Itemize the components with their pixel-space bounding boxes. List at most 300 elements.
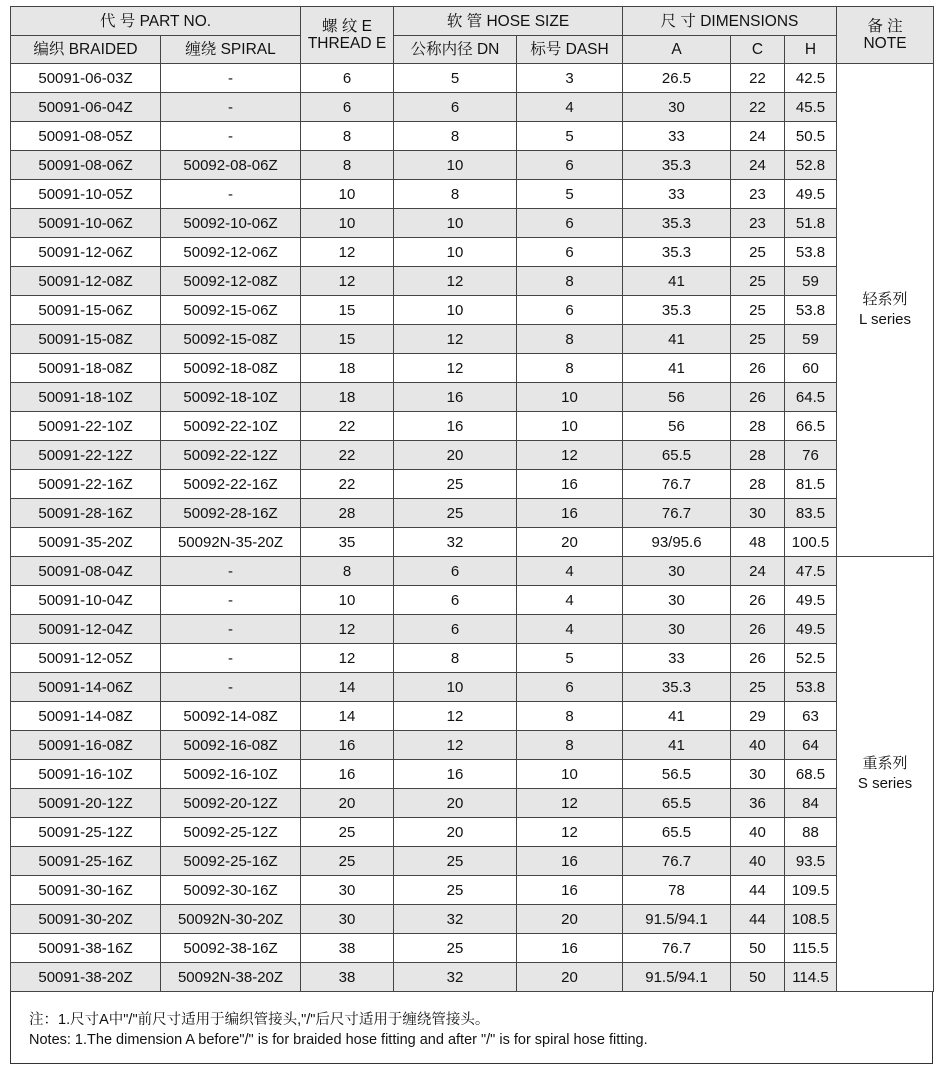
thread-cell: 30 xyxy=(301,876,394,905)
header-note-cn: 备 注 xyxy=(867,18,903,35)
dim-a-cell: 65.5 xyxy=(623,818,731,847)
dim-c-cell: 50 xyxy=(731,934,785,963)
table-row xyxy=(11,383,934,412)
braided-part-cell: 50091-10-05Z xyxy=(11,180,161,209)
dim-c-cell: 26 xyxy=(731,586,785,615)
braided-part-cell: 50091-10-04Z xyxy=(11,586,161,615)
thread-cell: 14 xyxy=(301,702,394,731)
dim-c-cell: 24 xyxy=(731,557,785,586)
thread-cell: 18 xyxy=(301,354,394,383)
dim-a-cell: 41 xyxy=(623,354,731,383)
dim-c-cell: 24 xyxy=(731,151,785,180)
table-row xyxy=(11,557,934,586)
dn-cell: 6 xyxy=(394,615,517,644)
dim-a-cell: 35.3 xyxy=(623,673,731,702)
dim-c-cell: 50 xyxy=(731,963,785,992)
braided-part-cell: 50091-08-05Z xyxy=(11,122,161,151)
dim-h-cell: 47.5 xyxy=(785,557,837,586)
dim-c-cell: 44 xyxy=(731,876,785,905)
dash-cell: 8 xyxy=(517,731,623,760)
dim-a-cell: 41 xyxy=(623,702,731,731)
table-row xyxy=(11,673,934,702)
dim-h-cell: 53.8 xyxy=(785,673,837,702)
dim-a-cell: 30 xyxy=(623,557,731,586)
braided-part-cell: 50091-30-16Z xyxy=(11,876,161,905)
thread-cell: 12 xyxy=(301,238,394,267)
thread-cell: 16 xyxy=(301,760,394,789)
dn-cell: 25 xyxy=(394,876,517,905)
dash-cell: 6 xyxy=(517,673,623,702)
table-row xyxy=(11,586,934,615)
dim-a-cell: 26.5 xyxy=(623,64,731,93)
spiral-part-cell: 50092-20-12Z xyxy=(161,789,301,818)
table-row xyxy=(11,64,934,93)
dn-cell: 6 xyxy=(394,586,517,615)
dim-h-cell: 88 xyxy=(785,818,837,847)
thread-cell: 22 xyxy=(301,441,394,470)
thread-cell: 15 xyxy=(301,296,394,325)
thread-cell: 35 xyxy=(301,528,394,557)
thread-cell: 25 xyxy=(301,847,394,876)
dash-cell: 5 xyxy=(517,180,623,209)
header-braided: 编织 BRAIDED xyxy=(11,36,161,64)
thread-cell: 10 xyxy=(301,180,394,209)
dim-h-cell: 100.5 xyxy=(785,528,837,557)
table-row xyxy=(11,441,934,470)
table-row xyxy=(11,905,934,934)
dim-a-cell: 76.7 xyxy=(623,847,731,876)
dim-a-cell: 35.3 xyxy=(623,296,731,325)
braided-part-cell: 50091-22-12Z xyxy=(11,441,161,470)
dash-cell: 4 xyxy=(517,615,623,644)
dim-c-cell: 40 xyxy=(731,818,785,847)
braided-part-cell: 50091-06-03Z xyxy=(11,64,161,93)
spiral-part-cell: - xyxy=(161,673,301,702)
spiral-part-cell: - xyxy=(161,615,301,644)
header-thread xyxy=(301,7,394,64)
spiral-part-cell: 50092-22-16Z xyxy=(161,470,301,499)
dim-c-cell: 23 xyxy=(731,209,785,238)
dim-c-cell: 22 xyxy=(731,93,785,122)
spiral-part-cell: - xyxy=(161,93,301,122)
braided-part-cell: 50091-16-10Z xyxy=(11,760,161,789)
braided-part-cell: 50091-30-20Z xyxy=(11,905,161,934)
thread-cell: 38 xyxy=(301,963,394,992)
braided-part-cell: 50091-08-06Z xyxy=(11,151,161,180)
dn-cell: 16 xyxy=(394,760,517,789)
spiral-part-cell: 50092-25-16Z xyxy=(161,847,301,876)
dim-a-cell: 41 xyxy=(623,267,731,296)
dim-h-cell: 68.5 xyxy=(785,760,837,789)
table-row xyxy=(11,789,934,818)
spiral-part-cell: - xyxy=(161,122,301,151)
dim-a-cell: 91.5/94.1 xyxy=(623,905,731,934)
dim-a-cell: 76.7 xyxy=(623,934,731,963)
dn-cell: 10 xyxy=(394,296,517,325)
table-row xyxy=(11,876,934,905)
dim-h-cell: 114.5 xyxy=(785,963,837,992)
dn-cell: 8 xyxy=(394,180,517,209)
thread-cell: 12 xyxy=(301,644,394,673)
dash-cell: 12 xyxy=(517,441,623,470)
dim-h-cell: 64.5 xyxy=(785,383,837,412)
spiral-part-cell: 50092-14-08Z xyxy=(161,702,301,731)
dim-h-cell: 59 xyxy=(785,267,837,296)
table-row xyxy=(11,470,934,499)
braided-part-cell: 50091-38-16Z xyxy=(11,934,161,963)
table-row xyxy=(11,818,934,847)
spiral-part-cell: 50092-22-10Z xyxy=(161,412,301,441)
dash-cell: 8 xyxy=(517,267,623,296)
dim-c-cell: 26 xyxy=(731,383,785,412)
dash-cell: 8 xyxy=(517,325,623,354)
header-h: H xyxy=(785,36,837,64)
dim-a-cell: 56 xyxy=(623,412,731,441)
dim-a-cell: 41 xyxy=(623,325,731,354)
spiral-part-cell: 50092-28-16Z xyxy=(161,499,301,528)
dim-a-cell: 65.5 xyxy=(623,789,731,818)
dim-c-cell: 30 xyxy=(731,499,785,528)
dim-h-cell: 109.5 xyxy=(785,876,837,905)
dim-a-cell: 78 xyxy=(623,876,731,905)
dim-h-cell: 93.5 xyxy=(785,847,837,876)
dn-cell: 16 xyxy=(394,412,517,441)
dim-c-cell: 26 xyxy=(731,615,785,644)
table-body xyxy=(11,64,934,992)
dash-cell: 12 xyxy=(517,789,623,818)
braided-part-cell: 50091-15-06Z xyxy=(11,296,161,325)
dim-h-cell: 64 xyxy=(785,731,837,760)
thread-cell: 20 xyxy=(301,789,394,818)
table-row xyxy=(11,644,934,673)
spiral-part-cell: 50092-30-16Z xyxy=(161,876,301,905)
header-hose-size: 软 管 HOSE SIZE xyxy=(394,7,623,36)
dim-c-cell: 24 xyxy=(731,122,785,151)
dn-cell: 6 xyxy=(394,557,517,586)
dash-cell: 12 xyxy=(517,818,623,847)
braided-part-cell: 50091-14-06Z xyxy=(11,673,161,702)
dim-a-cell: 30 xyxy=(623,586,731,615)
dim-a-cell: 35.3 xyxy=(623,238,731,267)
dim-h-cell: 76 xyxy=(785,441,837,470)
table-row xyxy=(11,934,934,963)
header-part-no: 代 号 PART NO. xyxy=(11,7,301,36)
spiral-part-cell: 50092-10-06Z xyxy=(161,209,301,238)
dim-h-cell: 84 xyxy=(785,789,837,818)
dim-h-cell: 115.5 xyxy=(785,934,837,963)
s-series-note xyxy=(837,557,934,992)
dash-cell: 6 xyxy=(517,238,623,267)
spiral-part-cell: 50092-16-08Z xyxy=(161,731,301,760)
thread-cell: 25 xyxy=(301,818,394,847)
dash-cell: 20 xyxy=(517,905,623,934)
spiral-part-cell: 50092-08-06Z xyxy=(161,151,301,180)
spiral-part-cell: - xyxy=(161,557,301,586)
dim-h-cell: 50.5 xyxy=(785,122,837,151)
header-note-en: NOTE xyxy=(863,35,907,52)
dn-cell: 25 xyxy=(394,499,517,528)
spiral-part-cell: 50092-12-06Z xyxy=(161,238,301,267)
dash-cell: 10 xyxy=(517,760,623,789)
dash-cell: 4 xyxy=(517,557,623,586)
thread-cell: 38 xyxy=(301,934,394,963)
table-row xyxy=(11,615,934,644)
dim-c-cell: 28 xyxy=(731,470,785,499)
dim-a-cell: 33 xyxy=(623,122,731,151)
dim-a-cell: 33 xyxy=(623,180,731,209)
dim-a-cell: 91.5/94.1 xyxy=(623,963,731,992)
table-row xyxy=(11,528,934,557)
braided-part-cell: 50091-28-16Z xyxy=(11,499,161,528)
spiral-part-cell: - xyxy=(161,180,301,209)
dash-cell: 6 xyxy=(517,151,623,180)
dn-cell: 12 xyxy=(394,731,517,760)
braided-part-cell: 50091-15-08Z xyxy=(11,325,161,354)
dn-cell: 25 xyxy=(394,934,517,963)
dim-h-cell: 42.5 xyxy=(785,64,837,93)
table-row xyxy=(11,325,934,354)
dn-cell: 16 xyxy=(394,383,517,412)
dim-a-cell: 30 xyxy=(623,93,731,122)
dim-c-cell: 25 xyxy=(731,267,785,296)
dash-cell: 16 xyxy=(517,847,623,876)
table-row xyxy=(11,702,934,731)
braided-part-cell: 50091-38-20Z xyxy=(11,963,161,992)
header-dimensions: 尺 寸 DIMENSIONS xyxy=(623,7,837,36)
dim-h-cell: 52.5 xyxy=(785,644,837,673)
dim-c-cell: 25 xyxy=(731,296,785,325)
dim-a-cell: 33 xyxy=(623,644,731,673)
dim-c-cell: 48 xyxy=(731,528,785,557)
dn-cell: 20 xyxy=(394,818,517,847)
header-dn: 公称内径 DN xyxy=(394,36,517,64)
header-spiral: 缠绕 SPIRAL xyxy=(161,36,301,64)
dim-c-cell: 40 xyxy=(731,847,785,876)
dn-cell: 12 xyxy=(394,702,517,731)
dash-cell: 5 xyxy=(517,122,623,151)
dim-h-cell: 60 xyxy=(785,354,837,383)
spiral-part-cell: - xyxy=(161,586,301,615)
dash-cell: 16 xyxy=(517,470,623,499)
dim-a-cell: 65.5 xyxy=(623,441,731,470)
l-series-note xyxy=(837,64,934,557)
dim-a-cell: 93/95.6 xyxy=(623,528,731,557)
thread-cell: 22 xyxy=(301,470,394,499)
dim-c-cell: 22 xyxy=(731,64,785,93)
braided-part-cell: 50091-18-10Z xyxy=(11,383,161,412)
dim-c-cell: 26 xyxy=(731,644,785,673)
thread-cell: 30 xyxy=(301,905,394,934)
dn-cell: 12 xyxy=(394,354,517,383)
dim-h-cell: 53.8 xyxy=(785,238,837,267)
dim-c-cell: 25 xyxy=(731,325,785,354)
thread-cell: 6 xyxy=(301,93,394,122)
dim-a-cell: 35.3 xyxy=(623,151,731,180)
dn-cell: 8 xyxy=(394,644,517,673)
dash-cell: 8 xyxy=(517,354,623,383)
dn-cell: 10 xyxy=(394,209,517,238)
spiral-part-cell: 50092-15-06Z xyxy=(161,296,301,325)
dn-cell: 32 xyxy=(394,905,517,934)
thread-cell: 22 xyxy=(301,412,394,441)
dn-cell: 20 xyxy=(394,789,517,818)
thread-cell: 6 xyxy=(301,64,394,93)
spiral-part-cell: 50092-25-12Z xyxy=(161,818,301,847)
thread-cell: 14 xyxy=(301,673,394,702)
dash-cell: 10 xyxy=(517,383,623,412)
footnotes xyxy=(29,1010,648,1050)
dash-cell: 20 xyxy=(517,528,623,557)
dim-c-cell: 26 xyxy=(731,354,785,383)
dash-cell: 4 xyxy=(517,93,623,122)
dash-cell: 16 xyxy=(517,499,623,528)
dim-c-cell: 25 xyxy=(731,673,785,702)
dim-h-cell: 49.5 xyxy=(785,615,837,644)
braided-part-cell: 50091-14-08Z xyxy=(11,702,161,731)
table-header xyxy=(11,7,934,64)
dim-h-cell: 51.8 xyxy=(785,209,837,238)
table-row xyxy=(11,209,934,238)
dim-h-cell: 66.5 xyxy=(785,412,837,441)
dim-h-cell: 53.8 xyxy=(785,296,837,325)
dim-c-cell: 25 xyxy=(731,238,785,267)
spiral-part-cell: 50092-22-12Z xyxy=(161,441,301,470)
thread-cell: 28 xyxy=(301,499,394,528)
braided-part-cell: 50091-25-12Z xyxy=(11,818,161,847)
table-row xyxy=(11,354,934,383)
dash-cell: 5 xyxy=(517,644,623,673)
spiral-part-cell: 50092-18-08Z xyxy=(161,354,301,383)
header-note xyxy=(837,7,934,64)
header-c: C xyxy=(731,36,785,64)
thread-cell: 8 xyxy=(301,122,394,151)
dn-cell: 25 xyxy=(394,847,517,876)
thread-cell: 12 xyxy=(301,615,394,644)
braided-part-cell: 50091-20-12Z xyxy=(11,789,161,818)
dn-cell: 12 xyxy=(394,267,517,296)
table-row xyxy=(11,731,934,760)
table-row xyxy=(11,93,934,122)
dn-cell: 25 xyxy=(394,470,517,499)
braided-part-cell: 50091-12-05Z xyxy=(11,644,161,673)
spiral-part-cell: 50092-16-10Z xyxy=(161,760,301,789)
l-series-note-en: L series xyxy=(859,311,911,328)
spiral-part-cell: 50092-12-08Z xyxy=(161,267,301,296)
dim-c-cell: 40 xyxy=(731,731,785,760)
table-row xyxy=(11,847,934,876)
braided-part-cell: 50091-12-06Z xyxy=(11,238,161,267)
dim-c-cell: 29 xyxy=(731,702,785,731)
spiral-part-cell: 50092N-35-20Z xyxy=(161,528,301,557)
dim-h-cell: 52.8 xyxy=(785,151,837,180)
dim-a-cell: 76.7 xyxy=(623,470,731,499)
dash-cell: 10 xyxy=(517,412,623,441)
header-dash: 标号 DASH xyxy=(517,36,623,64)
dim-a-cell: 30 xyxy=(623,615,731,644)
table-row xyxy=(11,267,934,296)
dn-cell: 6 xyxy=(394,93,517,122)
spiral-part-cell: - xyxy=(161,64,301,93)
braided-part-cell: 50091-08-04Z xyxy=(11,557,161,586)
dn-cell: 5 xyxy=(394,64,517,93)
thread-cell: 15 xyxy=(301,325,394,354)
dn-cell: 32 xyxy=(394,528,517,557)
header-thread-cn: 螺 纹 E xyxy=(322,18,372,35)
dim-h-cell: 49.5 xyxy=(785,180,837,209)
spiral-part-cell: 50092N-30-20Z xyxy=(161,905,301,934)
spiral-part-cell: 50092-15-08Z xyxy=(161,325,301,354)
dn-cell: 12 xyxy=(394,325,517,354)
dash-cell: 16 xyxy=(517,876,623,905)
table-row xyxy=(11,238,934,267)
spiral-part-cell: 50092-38-16Z xyxy=(161,934,301,963)
s-series-note-cn: 重系列 xyxy=(862,755,908,772)
dn-cell: 10 xyxy=(394,673,517,702)
table-row xyxy=(11,499,934,528)
dim-h-cell: 83.5 xyxy=(785,499,837,528)
braided-part-cell: 50091-06-04Z xyxy=(11,93,161,122)
thread-cell: 16 xyxy=(301,731,394,760)
dim-h-cell: 108.5 xyxy=(785,905,837,934)
footnote-chinese: 注：1.尺寸A中"/"前尺寸适用于编织管接头,"/"后尺寸适用于缠绕管接头。 xyxy=(29,1012,490,1028)
dim-c-cell: 36 xyxy=(731,789,785,818)
spec-sheet xyxy=(10,6,933,1064)
dim-a-cell: 41 xyxy=(623,731,731,760)
dash-cell: 16 xyxy=(517,934,623,963)
dn-cell: 20 xyxy=(394,441,517,470)
table-row xyxy=(11,963,934,992)
dim-a-cell: 56.5 xyxy=(623,760,731,789)
dn-cell: 10 xyxy=(394,151,517,180)
dn-cell: 8 xyxy=(394,122,517,151)
dim-c-cell: 23 xyxy=(731,180,785,209)
dash-cell: 8 xyxy=(517,702,623,731)
thread-cell: 10 xyxy=(301,586,394,615)
braided-part-cell: 50091-12-08Z xyxy=(11,267,161,296)
dim-a-cell: 35.3 xyxy=(623,209,731,238)
header-a: A xyxy=(623,36,731,64)
spiral-part-cell: 50092N-38-20Z xyxy=(161,963,301,992)
dn-cell: 10 xyxy=(394,238,517,267)
dn-cell: 32 xyxy=(394,963,517,992)
dim-c-cell: 44 xyxy=(731,905,785,934)
table-row xyxy=(11,412,934,441)
dash-cell: 6 xyxy=(517,296,623,325)
footnote-english: Notes: 1.The dimension A before"/" is for braided hose fitting and after "/" is for spiral hose fitting. xyxy=(29,1032,648,1048)
s-series-note-en: S series xyxy=(857,775,913,792)
thread-cell: 18 xyxy=(301,383,394,412)
dim-h-cell: 59 xyxy=(785,325,837,354)
braided-part-cell: 50091-22-16Z xyxy=(11,470,161,499)
braided-part-cell: 50091-35-20Z xyxy=(11,528,161,557)
dim-h-cell: 63 xyxy=(785,702,837,731)
braided-part-cell: 50091-25-16Z xyxy=(11,847,161,876)
dim-a-cell: 76.7 xyxy=(623,499,731,528)
dim-a-cell: 56 xyxy=(623,383,731,412)
thread-cell: 12 xyxy=(301,267,394,296)
table-row xyxy=(11,180,934,209)
braided-part-cell: 50091-22-10Z xyxy=(11,412,161,441)
thread-cell: 8 xyxy=(301,557,394,586)
l-series-note-cn: 轻系列 xyxy=(862,291,908,308)
braided-part-cell: 50091-12-04Z xyxy=(11,615,161,644)
braided-part-cell: 50091-10-06Z xyxy=(11,209,161,238)
dim-c-cell: 28 xyxy=(731,412,785,441)
table-row xyxy=(11,151,934,180)
table-row xyxy=(11,760,934,789)
dim-h-cell: 81.5 xyxy=(785,470,837,499)
table-row xyxy=(11,296,934,325)
